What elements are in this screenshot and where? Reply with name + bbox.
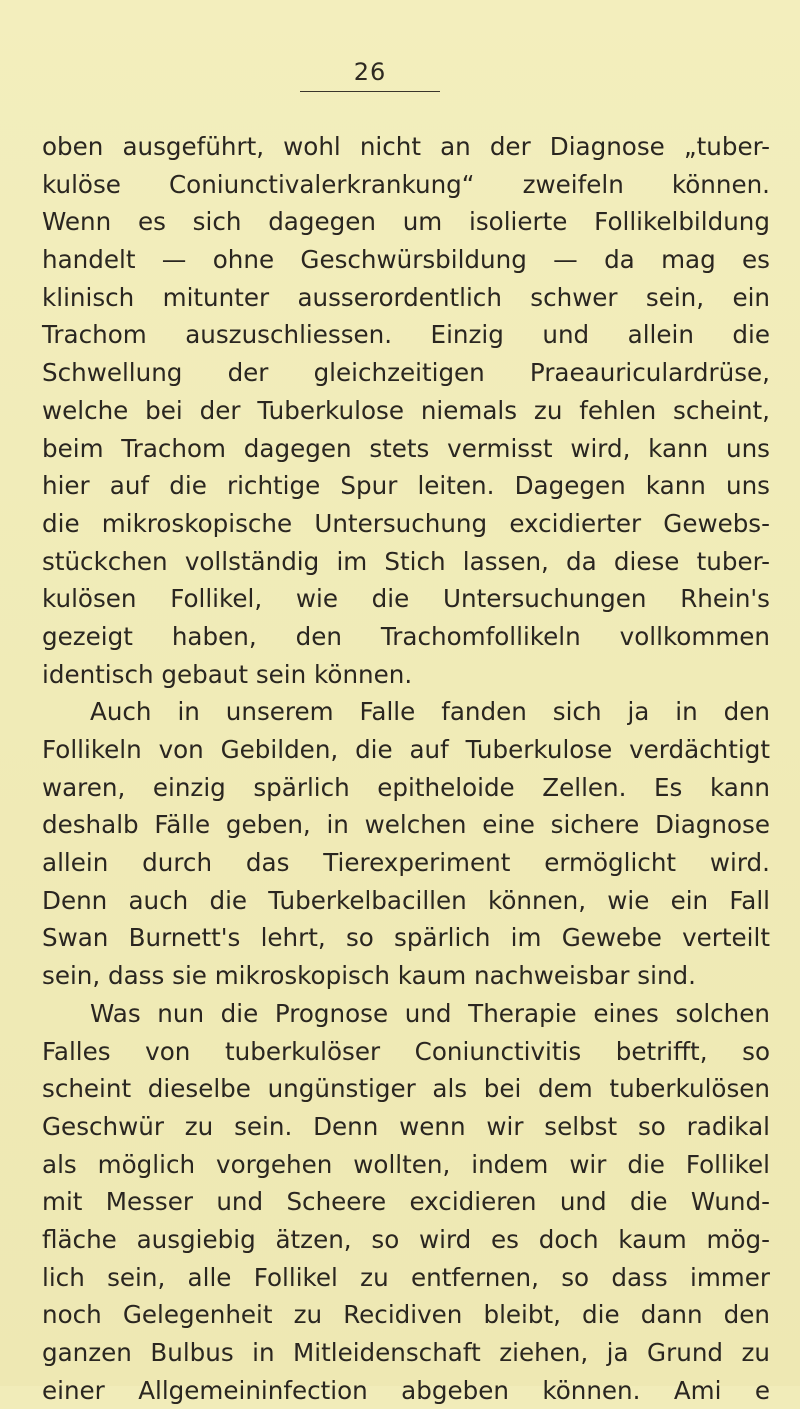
text-line: fläche ausgiebig ätzen, so wird es doch kaum mög- <box>42 1224 770 1254</box>
text-line: Follikeln von Gebilden, die auf Tuberkulose verdächtigt <box>42 735 770 764</box>
text-line: allein durch das Tierexperiment ermöglicht wird. <box>42 848 770 878</box>
text-line: Auch in unserem Falle fanden sich ja in den <box>90 697 770 727</box>
page-number: 26 <box>300 55 440 92</box>
text-line: identisch gebaut sein können. <box>42 659 413 689</box>
text-line: welche bei der Tuberkulose niemals zu fehlen scheint, <box>42 395 770 425</box>
text-line: Denn auch die Tuberkelbacillen können, wie ein Fall <box>42 885 770 915</box>
text-line: kulösen Follikel, wie die Untersuchungen Rhein's <box>42 584 770 614</box>
text-line: handelt — ohne Geschwürsbildung — da mag es <box>42 245 770 275</box>
text-line: noch Gelegenheit zu Recidiven bleibt, die dann den <box>42 1300 770 1330</box>
text-line: kulöse Coniunctivalerkrankung“ zweifeln können. <box>42 169 770 199</box>
text-line: ganzen Bulbus in Mitleidenschaft ziehen, ja Grund zu <box>42 1338 770 1367</box>
text-line: Schwellung der gleichzeitigen Praeauriculardrüse, <box>42 358 770 388</box>
text-line: hier auf die richtige Spur leiten. Dagegen kann uns <box>42 471 770 501</box>
body-text <box>42 128 770 1409</box>
text-line: deshalb Fälle geben, in welchen eine sichere Diagnose <box>42 810 770 840</box>
text-line: gezeigt haben, den Trachomfollikeln vollkommen <box>42 621 770 651</box>
text-line: als möglich vorgehen wollten, indem wir die Follikel <box>42 1149 770 1179</box>
text-line: Falles von tuberkulöser Coniunctivitis betrifft, so <box>42 1036 770 1066</box>
text-line: scheint dieselbe ungünstiger als bei dem tuberkulösen <box>42 1074 770 1104</box>
text-line: oben ausgeführt, wohl nicht an der Diagnose „tuber- <box>42 132 770 161</box>
text-line: Was nun die Prognose und Therapie eines solchen <box>90 998 770 1028</box>
text-line: mit Messer und Scheere excidieren und die Wund- <box>42 1187 770 1217</box>
text-line: die mikroskopische Untersuchung excidierter Gewebs- <box>42 508 770 538</box>
text-line: Swan Burnett's lehrt, so spärlich im Gewebe verteilt <box>42 923 770 953</box>
text-line: Trachom auszuschliessen. Einzig und allein die <box>42 320 770 350</box>
text-line: sein, dass sie mikroskopisch kaum nachweisbar sind. <box>42 961 696 991</box>
text-line: Wenn es sich dagegen um isolierte Follikelbildung <box>42 207 770 237</box>
text-line: klinisch mitunter ausserordentlich schwer sein, ein <box>42 282 770 312</box>
text-line: lich sein, alle Follikel zu entfernen, so dass immer <box>42 1262 770 1292</box>
text-line: waren, einzig spärlich epitheloide Zellen. Es kann <box>42 772 770 802</box>
text-line: Geschwür zu sein. Denn wenn wir selbst so radikal <box>42 1111 770 1141</box>
text-line: stückchen vollständig im Stich lassen, da diese tuber- <box>42 546 770 576</box>
text-line: beim Trachom dagegen stets vermisst wird, kann uns <box>42 433 770 463</box>
text-line: einer Allgemeininfection abgeben können. Ami e <box>42 1375 770 1405</box>
